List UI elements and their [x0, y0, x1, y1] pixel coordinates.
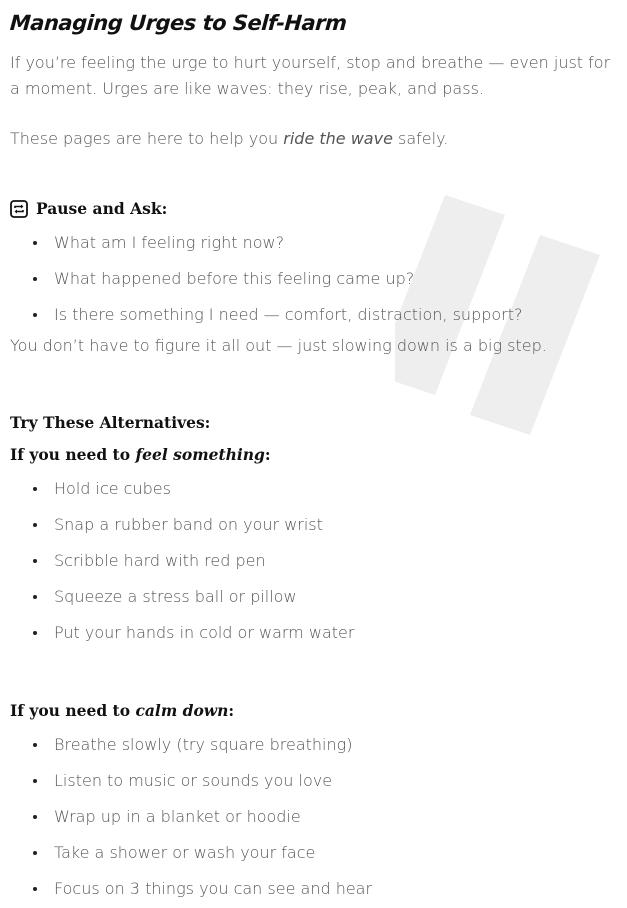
alternatives-heading: Try These Alternatives: — [10, 413, 211, 432]
pause-heading-label: Pause and Ask: — [36, 199, 168, 218]
calm-heading-prefix: If you need to — [10, 701, 136, 720]
feel-heading-suffix: : — [264, 445, 271, 464]
list-item: Scribble hard with red pen — [54, 543, 617, 579]
list-item: What am I feeling right now? — [54, 225, 617, 261]
list-item: Listen to music or sounds you love — [54, 763, 617, 799]
wave-text-emphasis: ride the wave — [283, 129, 393, 148]
calm-down-heading — [10, 699, 617, 723]
calm-heading-suffix: : — [228, 701, 235, 720]
list-item: Put your hands in cold or warm water — [54, 615, 617, 651]
wave-text-after: safely. — [392, 129, 449, 148]
list-item: What happened before this feeling came up? — [54, 261, 617, 297]
feel-heading-emphasis: feel something — [135, 445, 265, 464]
feel-something-list — [10, 471, 617, 651]
list-item: Squeeze a stress ball or pillow — [54, 579, 617, 615]
pause-question-list — [10, 225, 617, 333]
list-item: Wrap up in a blanket or hoodie — [54, 799, 617, 835]
list-item: Take a shower or wash your face — [54, 835, 617, 871]
list-item: Breathe slowly (try square breathing) — [54, 727, 617, 763]
list-item: Hold ice cubes — [54, 471, 617, 507]
page-title: Managing Urges to Self-Harm — [9, 11, 348, 35]
pause-heading — [10, 197, 617, 221]
list-item: Is there something I need — comfort, distraction, support? — [54, 297, 617, 333]
list-item: Snap a rubber band on your wrist — [54, 507, 617, 543]
calm-down-list — [10, 727, 617, 907]
list-item: Focus on 3 things you can see and hear — [54, 871, 617, 907]
calm-heading-emphasis: calm down — [135, 701, 229, 720]
slowing-down-note: You don’t have to figure it all out — just slowing down is a big step. — [10, 336, 547, 355]
ride-the-wave-paragraph — [10, 126, 617, 152]
feel-something-heading — [10, 443, 617, 467]
repeat-icon — [10, 200, 28, 218]
wave-text-before: These pages are here to help you — [10, 129, 284, 148]
feel-heading-prefix: If you need to — [10, 445, 136, 464]
intro-paragraph: If you’re feeling the urge to hurt yourself, stop and breathe — even just for a moment. Urges are like waves: they rise, peak, and pass. — [10, 53, 611, 98]
